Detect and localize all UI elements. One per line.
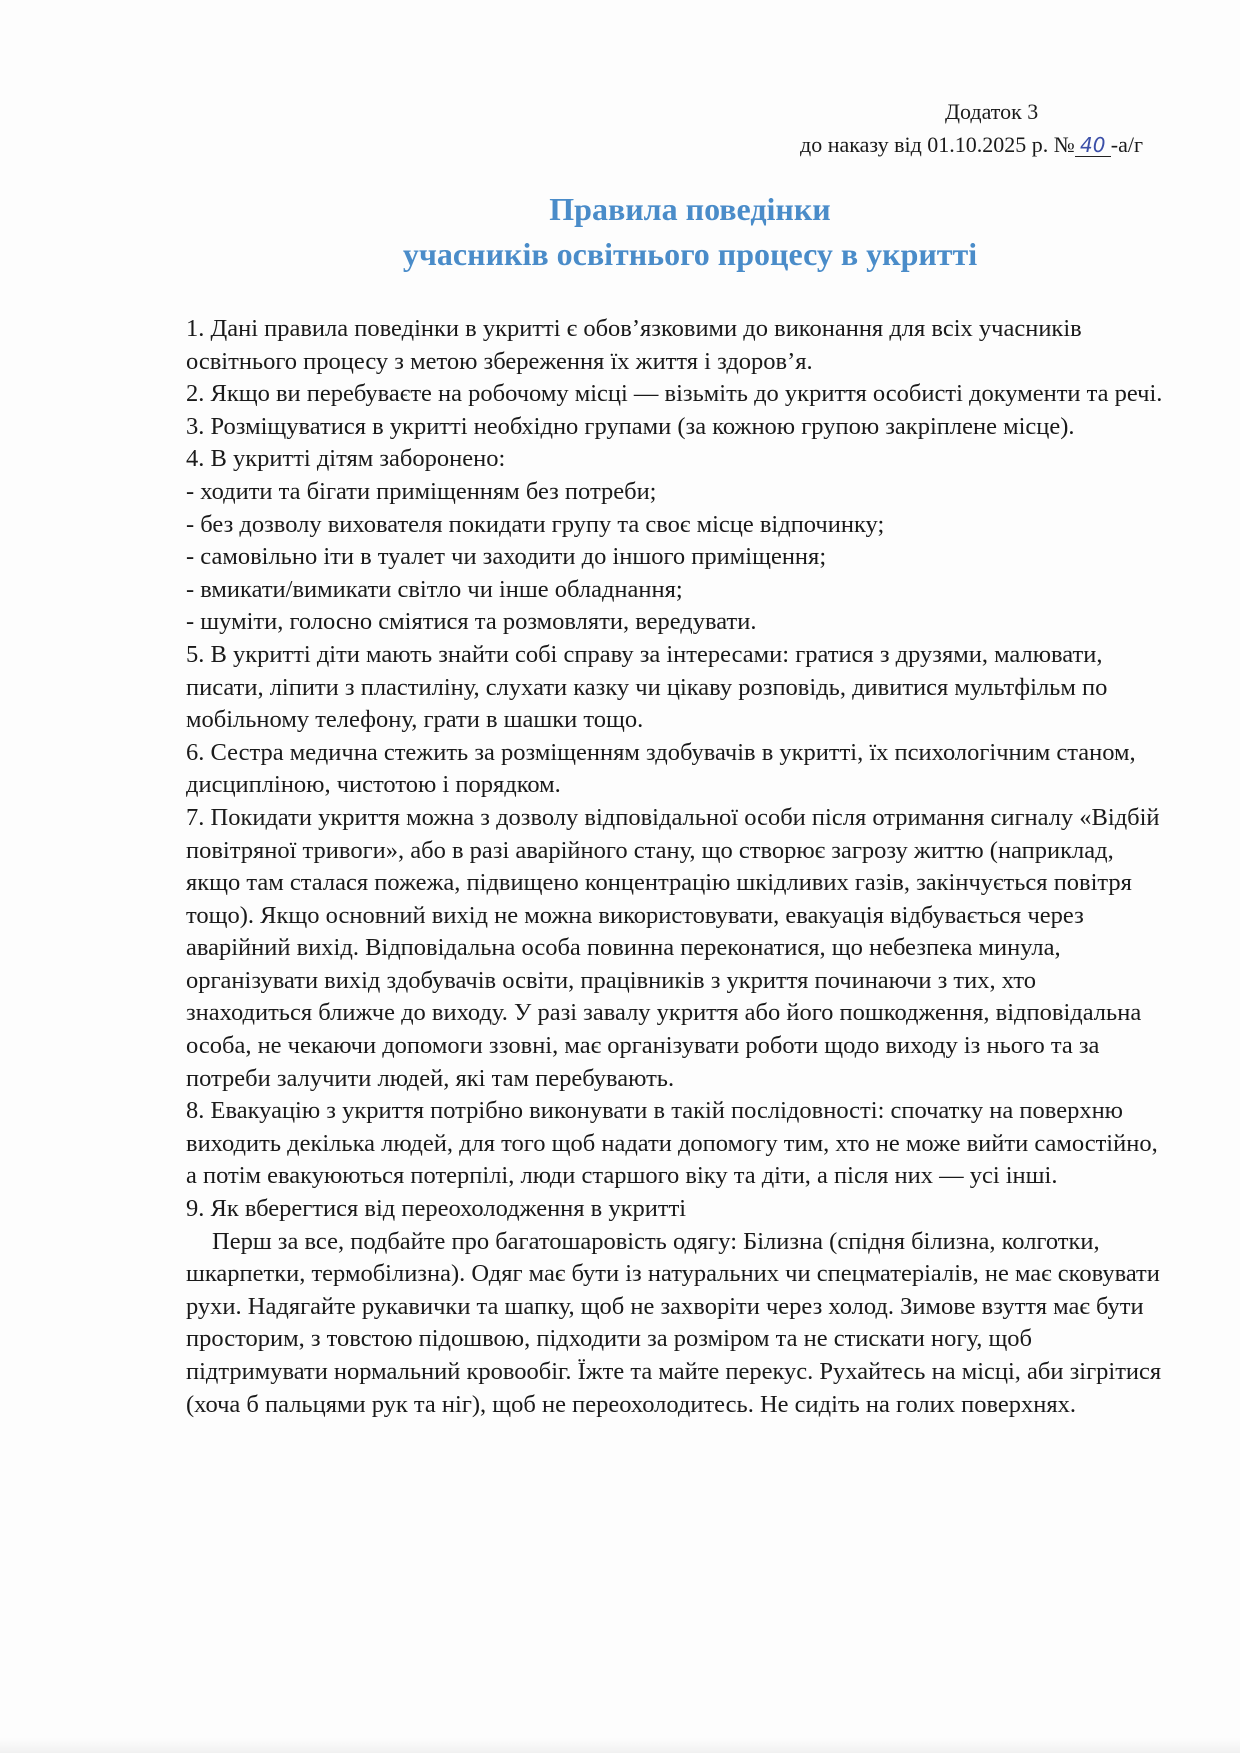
rule-9-details: Перш за все, подбайте про багатошаровість одягу: Білизна (спідня білизна, колготки, шкарпетки, термобілизна). Одяг має бути із натуральних чи спецматеріалів, не має сковувати рухи. Надягайте рукавички та шапку, щоб не захворіти через холод. Зимове взуття має бути просторим, з товстою підошвою, підходити за розміром та не стискати ногу, щоб підтримувати нормальний кровообіг. Їжте та майте перекус. Рухайтесь на місці, аби зігрітися (хоча б пальцями рук та ніг), щоб не переохолодитесь. Не сидіть на голих поверхнях. bbox=[186, 1227, 1162, 1418]
order-number-handwritten: 40 bbox=[1075, 134, 1111, 157]
rule-8: 8. Евакуацію з укриття потрібно виконувати в такій послідовності: спочатку на поверхню виходить декілька людей, для того щоб надати допомогу тим, хто не може вийти самостійно, а потім евакуюються потерпілі, люди старшого віку та діти, а після них — усі інші. bbox=[186, 1097, 1158, 1190]
rule-1: 1. Дані правила поведінки в укритті є обов’язковими до виконання для всіх учасників освітнього процесу з метою збереження їх життя і здоров’я. bbox=[186, 315, 1082, 375]
rule-4: 4. В укритті дітям заборонено: bbox=[186, 445, 506, 473]
rule-4-item-5: - шуміти, голосно сміятися та розмовляти, вередувати. bbox=[186, 608, 757, 636]
rule-3: 3. Розміщуватися в укритті необхідно групами (за кожною групою закріплене місце). bbox=[186, 412, 1075, 440]
rule-6: 6. Сестра медична стежить за розміщенням здобувачів в укритті, їх психологічним станом, дисципліною, чистотою і порядком. bbox=[186, 738, 1136, 799]
order-suffix: -а/г bbox=[1110, 132, 1143, 157]
rules-body bbox=[186, 313, 1166, 1421]
order-reference bbox=[800, 128, 1180, 161]
rule-4-item-3: - самовільно іти в туалет чи заходити до іншого приміщення; bbox=[186, 543, 827, 571]
rule-7: 7. Покидати укриття можна з дозволу відповідальної особи після отримання сигналу «Відбій повітряної тривоги», або в разі аварійного стану, що створює загрозу життю (наприклад, якщо там сталася пожежа, підвищено концентрацію шкідливих газів, закінчується повітря тощо). Якщо основний вихід не можна використовувати, евакуація відбувається через аварійний вихід. Відповідальна особа повинна переконатися, що небезпека минула, організувати вихід здобувачів освіти, працівників з укриття починаючи з тих, хто знаходиться ближче до виходу. У разі завалу укриття або його пошкодження, відповідальна особа, не чекаючи допомоги ззовні, має організувати роботи щодо виходу із нього та за потреби залучити людей, які там перебувають. bbox=[186, 803, 1160, 1092]
order-prefix: до наказу від 01.10.2025 р. № bbox=[800, 132, 1075, 157]
rule-9: 9. Як вберегтися від переохолодження в укритті bbox=[186, 1195, 687, 1223]
rule-4-item-1: - ходити та бігати приміщенням без потреби; bbox=[186, 477, 657, 505]
rule-2: 2. Якщо ви перебуваєте на робочому місці — візьміть до укриття особисті документи та речі. bbox=[186, 380, 1163, 408]
title-line-2: учасників освітнього процесу в укритті bbox=[402, 236, 978, 272]
scan-bottom-edge bbox=[0, 1738, 1240, 1753]
document-title bbox=[190, 187, 1190, 277]
title-line-1: Правила поведінки bbox=[549, 191, 831, 227]
annex-header bbox=[800, 95, 1180, 161]
rule-4-item-4: - вмикати/вимикати світло чи інше обладнання; bbox=[186, 575, 683, 603]
rule-5: 5. В укритті діти мають знайти собі справу за інтересами: гратися з друзями, малювати, писати, ліпити з пластиліну, слухати казку чи цікаву розповідь, дивитися мультфільм по мобільному телефону, грати в шашки тощо. bbox=[186, 640, 1108, 734]
annex-title: Додаток 3 bbox=[945, 99, 1039, 124]
rule-4-item-2: - без дозволу вихователя покидати групу та своє місце відпочинку; bbox=[186, 510, 885, 538]
